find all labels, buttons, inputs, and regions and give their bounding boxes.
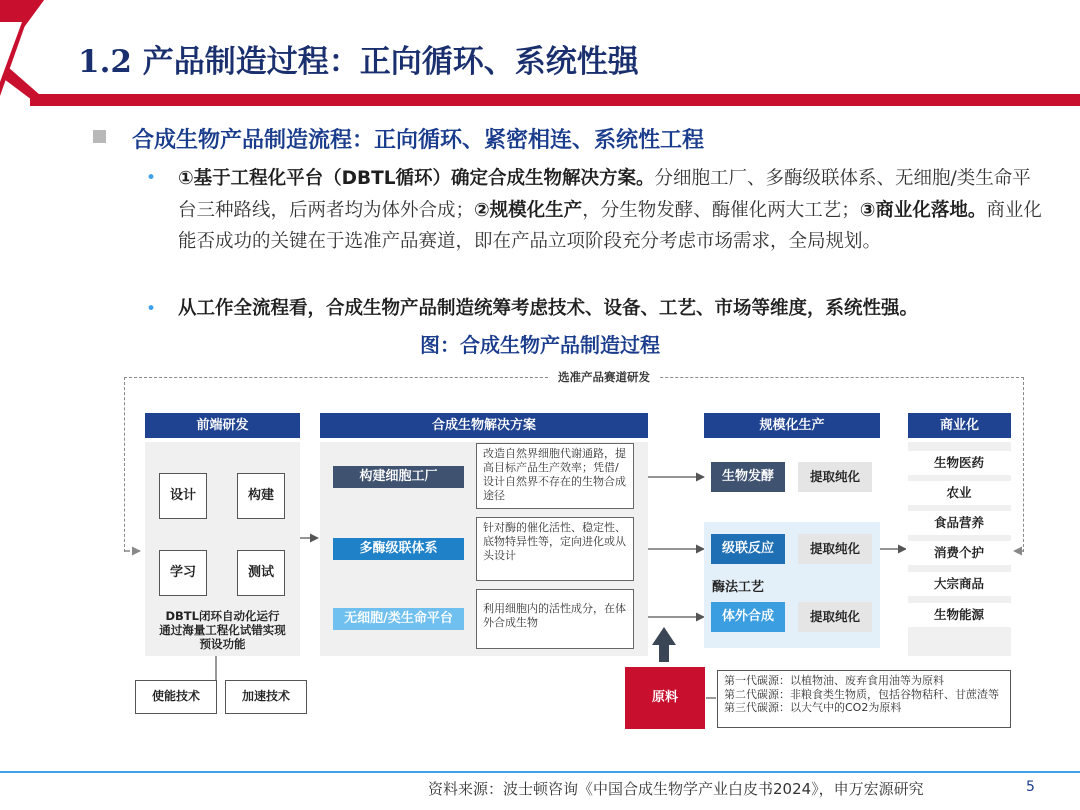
purify-box-2: 提取纯化: [798, 534, 872, 564]
footer-line: [0, 771, 1080, 773]
source-note: 资料来源：波士顿咨询《中国合成生物学产业白皮书2024》，申万宏源研究: [428, 780, 924, 798]
raw-material-box: 原料: [625, 667, 705, 729]
col-frontend-header: 前端研发: [145, 413, 300, 438]
dbtl-caption: [145, 609, 300, 651]
purify-box-1: 提取纯化: [798, 462, 872, 492]
dbtl-build-box: 构建: [237, 473, 285, 519]
dbtl-caption-line-1: DBTL闭环自动化运行: [165, 609, 280, 623]
bullet-1-bold-2: ②规模化生产: [474, 199, 583, 221]
enable-tech-box: 使能技术: [135, 680, 217, 714]
ferment-box: 生物发酵: [711, 462, 785, 492]
commercial-item-food: 食品营养: [906, 511, 1012, 535]
commercial-item-personal-care: 消费个护: [906, 541, 1012, 565]
page-title: 1.2 产品制造过程：正向循环、系统性强: [78, 44, 639, 80]
bullet-1-text-2: ，分生物发酵、酶催化两大工艺；: [582, 199, 860, 221]
commercial-item-agriculture: 农业: [906, 481, 1012, 505]
invitro-box: 体外合成: [711, 602, 785, 632]
raw-note-line-3: 第三代碳源：以大气中的CO2为原料: [724, 701, 902, 714]
bullet-1-text-3: 商业化能否成功的关键在于选准产品赛道，即在产品立项阶段充分考虑市场需求，全局规划。: [178, 199, 1042, 252]
page-number: 5: [1026, 779, 1035, 795]
bullet-1-text-1: 分细胞工厂、多酶级联体系、无细胞/类生命平台三种路线，后两者均为体外合成；: [178, 168, 1031, 221]
dbtl-learn-box: 学习: [159, 550, 207, 596]
dbtl-caption-line-3: 预设功能: [199, 637, 246, 651]
col-commercial-header: 商业化: [908, 413, 1011, 438]
bullet-1-bold-1: ①基于工程化平台（DBTL循环）确定合成生物解决方案。: [178, 168, 655, 189]
solution-desc-enzyme-cascade: 针对酶的催化活性、稳定性、底物特异性等，定向进化或从头设计: [476, 517, 634, 581]
bullet-2-text: 从工作全流程看，合成生物产品制造统筹考虑技术、设备、工艺、市场等维度，系统性强。: [178, 298, 919, 319]
dbtl-caption-line-2: 通过海量工程化试错实现: [159, 623, 286, 637]
commercial-item-bulk: 大宗商品: [906, 572, 1012, 596]
solution-desc-cell-factory: 改造自然界细胞代谢通路，提高目标产品生产效率；凭借/设计自然界不存在的生物合成途径: [476, 443, 634, 509]
commercial-item-energy: 生物能源: [906, 603, 1012, 627]
figure-title: 图：合成生物产品制造过程: [420, 333, 660, 357]
dbtl-test-box: 测试: [237, 550, 285, 596]
raw-note-line-1: 第一代碳源：以植物油、废弃食用油等为原料: [724, 674, 944, 687]
bullet-dot-icon: •: [146, 299, 157, 319]
raw-material-note: [717, 670, 1011, 728]
purify-box-3: 提取纯化: [798, 602, 872, 632]
solution-label-cell-free: 无细胞/类生命平台: [333, 608, 464, 630]
bullet-dot-icon: •: [146, 168, 157, 188]
raw-note-line-2: 第二代碳源：非粮食类生物质，包括谷物秸秆、甘蔗渣等: [724, 687, 999, 701]
bullet-1-bold-3: ③商业化落地。: [859, 199, 987, 221]
commercial-item-pharma: 生物医药: [906, 451, 1012, 475]
loop-label: 选准产品赛道研发: [548, 369, 660, 385]
accel-tech-box: 加速技术: [225, 680, 307, 714]
solution-desc-cell-free: 利用细胞内的活性成分，在体外合成生物: [476, 589, 634, 649]
col-solution-header: 合成生物解决方案: [320, 413, 648, 438]
cascade-box: 级联反应: [711, 534, 785, 564]
enzyme-process-label: 酶法工艺: [712, 580, 765, 595]
col-production-header: 规模化生产: [704, 413, 880, 438]
main-heading: 合成生物产品制造流程：正向循环、紧密相连、系统性工程: [132, 128, 705, 153]
solution-label-enzyme-cascade: 多酶级联体系: [333, 538, 464, 560]
dbtl-design-box: 设计: [159, 473, 207, 519]
solution-label-cell-factory: 构建细胞工厂: [333, 466, 464, 488]
